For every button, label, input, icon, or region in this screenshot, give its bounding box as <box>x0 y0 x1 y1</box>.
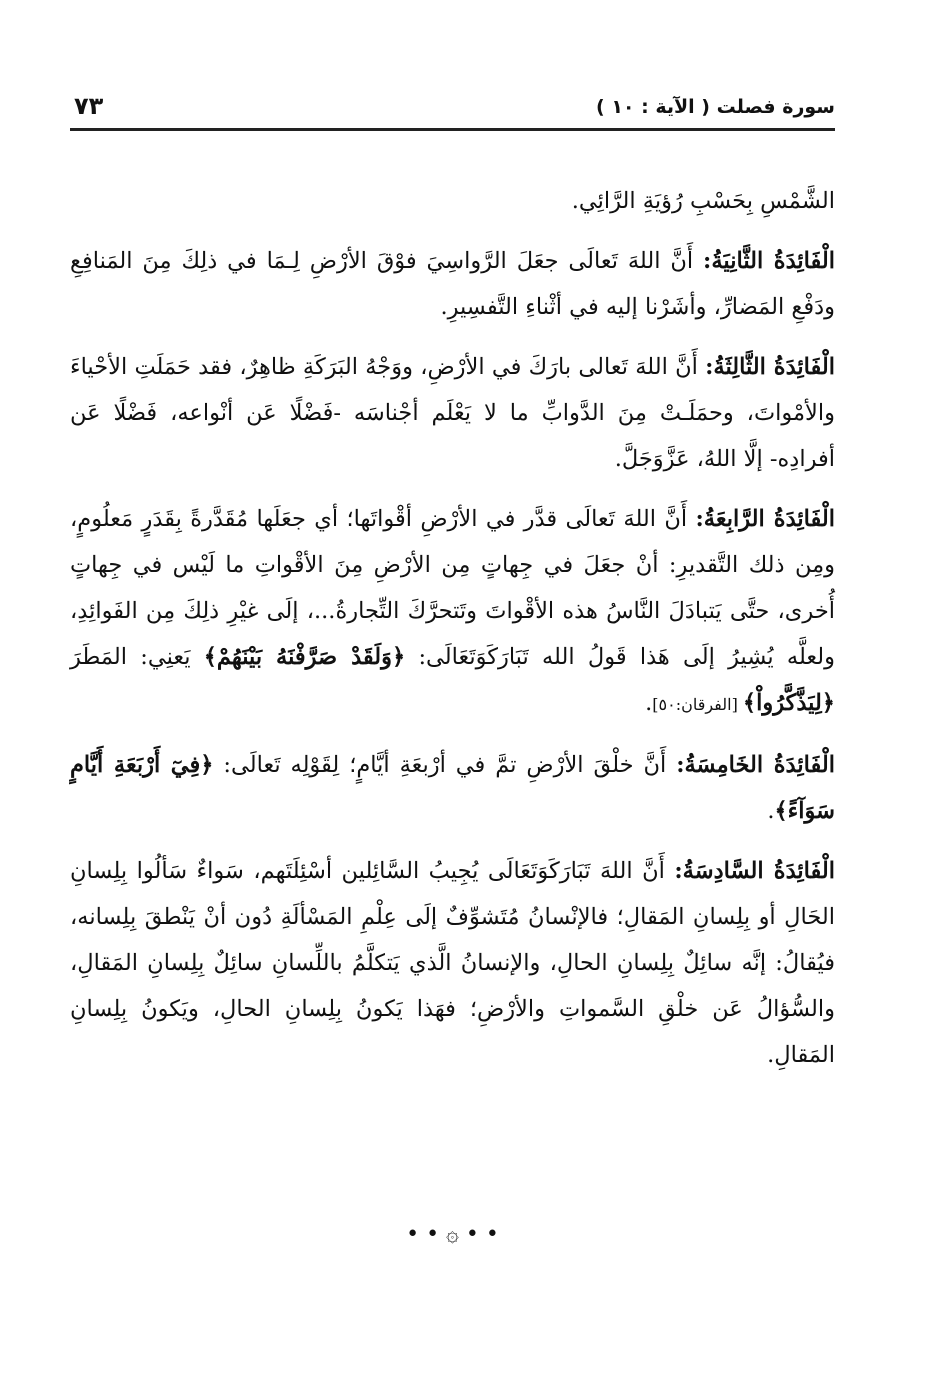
header-rule <box>70 128 835 131</box>
paragraph-benefit-6 <box>70 848 835 1078</box>
paragraph-benefit-5 <box>70 742 835 834</box>
paragraph-text: أَنَّ اللهَ تَعالَى قدَّر في الأرْضِ أقْواتَها؛ أي جعَلَها مُقَدَّرةً بِقَدَرٍ مَعلُومٍ، ومِن ذلك التَّقديرِ: أنْ جعَلَ في جِهاتٍ مِن الأرْضِ مِنَ الأقْواتِ ما لَيْس في جِهاتٍ أُخرى، حتَّى يَتبادَلَ النَّاسُ هذه الأقْواتَ وتَتحرَّكَ التِّجارةُ...، إلَى غيْرِ ذلِكَ مِن الفَوائِدِ، ولعلَّه يُشِيرُ إلَى هَذا قَولُ الله تَبَارَكَوَتَعَالَى: <box>70 506 836 670</box>
paragraph-continuation <box>70 178 835 224</box>
paragraph-text: أَنَّ اللهَ تَعالى بارَكَ في الأرْضِ، ووَجْهُ البَرَكَةِ ظاهِرٌ، فقد حَمَلَتِ الأحْياءَ والأمْواتَ، وحمَلَـتْ مِنَ الدَّوابِّ ما لا يَعْلَم أجْناسَه -فَضْلًا عَن أنْواعه، فَضْلًا عَن أفرادِه- إلَّا اللهُ، عَزَّوَجَلَّ. <box>70 354 835 472</box>
paragraph-benefit-2 <box>70 238 835 330</box>
page-body <box>70 178 835 1092</box>
running-header <box>70 92 835 126</box>
paragraph-text: يَعنِي: المَطَرَ <box>70 644 204 670</box>
book-page <box>70 0 835 1381</box>
verse-reference: [الفرقان:٥٠] <box>652 695 743 714</box>
header-title: سورة فصلت ( الآية : ١٠ ) <box>596 96 835 118</box>
benefit-heading: الْفَائِدَةُ الثَّالِثَةُ: <box>705 354 835 380</box>
benefit-heading: الْفَائِدَةُ الثَّانِيَةُ: <box>703 248 835 274</box>
benefit-heading: الْفَائِدَةُ السَّادِسَةُ: <box>674 858 835 884</box>
paragraph-benefit-4 <box>70 496 835 728</box>
paragraph-tail: . <box>645 690 653 716</box>
paragraph-text: أَنَّ اللهَ تَبَارَكَوَتَعَالَى يُجِيبُ السَّائِلين أسْئِلَتَهم، سَواءٌ سَألُوا بِلِسانِ الحَالِ أو بِلِسانِ المَقالِ؛ فالإنْسانُ مُتَشوِّفٌ إلَى عِلْمِ المَسْألَةِ دُون أنْ يَنْطقَ بِلِسانه، فيُقالُ: إنَّه سائِلٌ بِلِسانِ الحالِ، والإنسانُ الَّذي يَتكلَّمُ باللِّسانِ سائِلٌ بِلِسانِ المَقالِ، والسُّؤالُ عَن خلْقِ السَّمواتِ والأرْضِ؛ فهَذا يَكونُ بِلِسانِ الحالِ، ويَكونُ بِلِسانِ المَقالِ. <box>70 858 835 1068</box>
section-end-ornament: • • ۞ • • <box>406 1222 499 1247</box>
quran-quote: ﴿وَلَقَدْ صَرَّفْنَهُ بَيْنَهُمْ﴾ <box>203 644 406 670</box>
benefit-heading: الْفَائِدَةُ الرَّابِعَةُ: <box>695 506 835 532</box>
quran-quote: ﴿فِيٓ أَرْبَعَةِ أَيَّامٍ سَوَآءً﴾ <box>70 752 835 824</box>
paragraph-tail: . <box>767 798 775 824</box>
paragraph-benefit-3 <box>70 344 835 482</box>
paragraph-text: أَنَّ خلْقَ الأرْضِ تمَّ في أرْبعَةِ أيَّامٍ؛ لِقَوْلِه تَعالَى: <box>213 752 677 778</box>
benefit-heading: الْفَائِدَةُ الخَامِسَةُ: <box>676 752 835 778</box>
paragraph-text: أَنَّ اللهَ تَعالَى جعَلَ الرَّواسِيَ فوْقَ الأرْضِ لِـمَا في ذلِكَ مِنَ المَنافِعِ ودَفْعِ المَضارِّ، وأشَرْنا إليه في أثْناءِ التَّفسِيرِ. <box>70 248 835 320</box>
page-number: ٧٣ <box>74 92 104 120</box>
quran-quote: ﴿لِيَذَّكَّرُواْ﴾ <box>742 690 835 716</box>
paragraph-text: الشَّمْسِ بِحَسْبِ رُؤيَةِ الرَّائِي. <box>571 188 835 214</box>
